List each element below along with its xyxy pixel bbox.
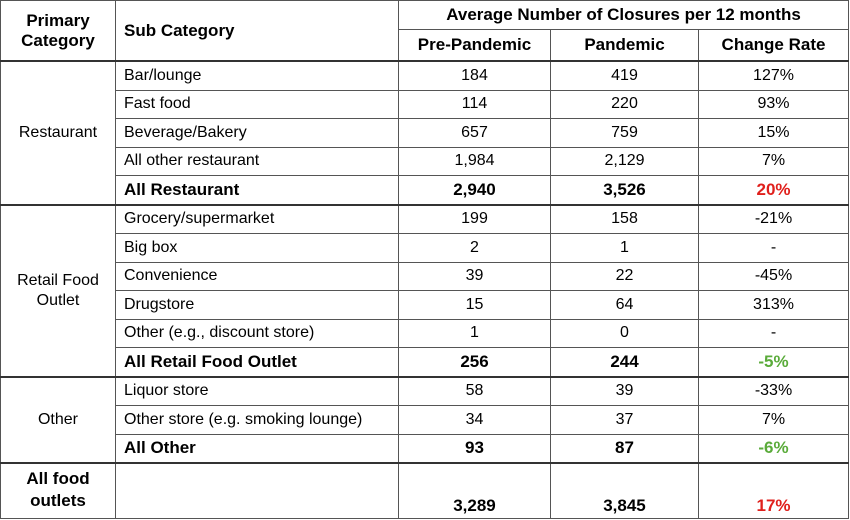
sub-category-cell: Drugstore: [116, 291, 399, 320]
sub-category-cell: All other restaurant: [116, 147, 399, 176]
table-row: [1, 61, 849, 90]
sub-category-cell: Beverage/Bakery: [116, 119, 399, 148]
pandemic-cell: 0: [551, 319, 699, 348]
table-row: [1, 319, 849, 348]
change-rate-cell: 7%: [699, 147, 849, 176]
sub-category-cell: Bar/lounge: [116, 61, 399, 90]
grand-total-sub-cell: [116, 463, 399, 519]
change-rate-cell: -: [699, 319, 849, 348]
pandemic-cell: 37: [551, 406, 699, 435]
header-pre-pandemic: Pre-Pandemic: [399, 30, 551, 62]
pandemic-cell: 64: [551, 291, 699, 320]
header-pandemic: Pandemic: [551, 30, 699, 62]
header-change-rate: Change Rate: [699, 30, 849, 62]
subtotal-row: [1, 176, 849, 205]
change-rate-cell: 93%: [699, 90, 849, 119]
subtotal-label-cell: All Other: [116, 434, 399, 463]
header-primary-category: Primary Category: [1, 1, 116, 62]
pre-pandemic-cell: 58: [399, 377, 551, 406]
pre-pandemic-cell: 1: [399, 319, 551, 348]
subtotal-label-cell: All Retail Food Outlet: [116, 348, 399, 377]
sub-category-cell: Other (e.g., discount store): [116, 319, 399, 348]
grand-total-change-rate-cell: 17%: [699, 463, 849, 519]
pre-pandemic-cell: 34: [399, 406, 551, 435]
table-row: [1, 119, 849, 148]
change-rate-cell: -21%: [699, 205, 849, 234]
pandemic-cell: 39: [551, 377, 699, 406]
subtotal-pandemic-cell: 244: [551, 348, 699, 377]
subtotal-change-rate-cell: -6%: [699, 434, 849, 463]
header-average-closures: Average Number of Closures per 12 months: [399, 1, 849, 30]
pre-pandemic-cell: 199: [399, 205, 551, 234]
table-row: [1, 406, 849, 435]
table-row: [1, 205, 849, 234]
pre-pandemic-cell: 114: [399, 90, 551, 119]
change-rate-cell: 7%: [699, 406, 849, 435]
change-rate-cell: 127%: [699, 61, 849, 90]
subtotal-pre-pandemic-cell: 256: [399, 348, 551, 377]
pandemic-cell: 759: [551, 119, 699, 148]
change-rate-cell: -45%: [699, 262, 849, 291]
change-rate-cell: -: [699, 234, 849, 263]
table-row: [1, 90, 849, 119]
table-row: [1, 234, 849, 263]
sub-category-cell: Liquor store: [116, 377, 399, 406]
subtotal-pre-pandemic-cell: 93: [399, 434, 551, 463]
sub-category-cell: Convenience: [116, 262, 399, 291]
subtotal-change-rate-cell: -5%: [699, 348, 849, 377]
grand-total-row: [1, 463, 849, 519]
table-row: [1, 377, 849, 406]
pre-pandemic-cell: 1,984: [399, 147, 551, 176]
pandemic-cell: 419: [551, 61, 699, 90]
subtotal-change-rate-cell: 20%: [699, 176, 849, 205]
pre-pandemic-cell: 39: [399, 262, 551, 291]
pre-pandemic-cell: 15: [399, 291, 551, 320]
change-rate-cell: 15%: [699, 119, 849, 148]
pre-pandemic-cell: 657: [399, 119, 551, 148]
sub-category-cell: Fast food: [116, 90, 399, 119]
primary-category-cell: Retail Food Outlet: [1, 205, 116, 377]
grand-total-pandemic-cell: 3,845: [551, 463, 699, 519]
subtotal-label-cell: All Restaurant: [116, 176, 399, 205]
primary-category-cell: Restaurant: [1, 61, 116, 205]
pandemic-cell: 22: [551, 262, 699, 291]
table-row: [1, 262, 849, 291]
header-sub-category: Sub Category: [116, 1, 399, 62]
table-row: [1, 291, 849, 320]
sub-category-cell: Big box: [116, 234, 399, 263]
grand-total-label-cell: All food outlets: [1, 463, 116, 519]
table-row: [1, 147, 849, 176]
subtotal-pre-pandemic-cell: 2,940: [399, 176, 551, 205]
grand-total-pre-pandemic-cell: 3,289: [399, 463, 551, 519]
pandemic-cell: 220: [551, 90, 699, 119]
pandemic-cell: 2,129: [551, 147, 699, 176]
subtotal-pandemic-cell: 87: [551, 434, 699, 463]
pre-pandemic-cell: 184: [399, 61, 551, 90]
sub-category-cell: Grocery/supermarket: [116, 205, 399, 234]
sub-category-cell: Other store (e.g. smoking lounge): [116, 406, 399, 435]
subtotal-row: [1, 348, 849, 377]
pre-pandemic-cell: 2: [399, 234, 551, 263]
subtotal-row: [1, 434, 849, 463]
pandemic-cell: 1: [551, 234, 699, 263]
change-rate-cell: 313%: [699, 291, 849, 320]
change-rate-cell: -33%: [699, 377, 849, 406]
subtotal-pandemic-cell: 3,526: [551, 176, 699, 205]
primary-category-cell: Other: [1, 377, 116, 464]
pandemic-cell: 158: [551, 205, 699, 234]
